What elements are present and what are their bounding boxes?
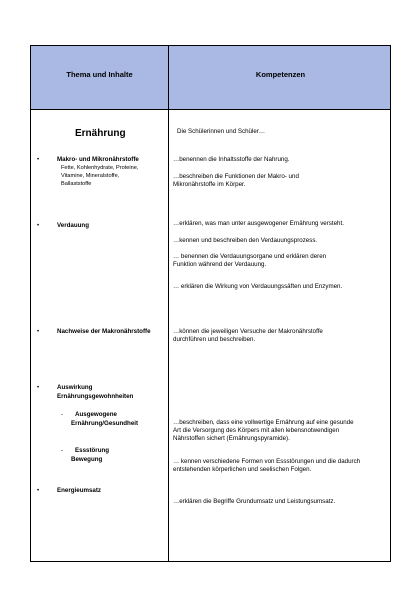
competency-3: …erklären, was man unter ausgewogener Ernährung versteht. xyxy=(173,220,344,227)
item-ausgewogene-2: Ernährung/Gesundheit xyxy=(71,420,139,427)
competency-intro: Die Schülerinnen und Schüler… xyxy=(177,128,266,135)
curriculum-table xyxy=(30,45,391,562)
competency-2a: …beschreiben die Funktionen der Makro- und xyxy=(173,173,299,180)
competency-8c: Nährstoffen sichert (Ernährungspyramide). xyxy=(173,435,290,442)
item-bewegung: Bewegung xyxy=(71,456,103,463)
item-macro-micro: Makro- und Mikronährstoffe xyxy=(57,156,139,163)
item-energieumsatz: Energieumsatz xyxy=(57,487,102,494)
item-ausgewogene-1: Ausgewogene xyxy=(75,411,117,418)
competency-5b: Funktion während der Verdauung. xyxy=(173,261,267,268)
competency-4: …kennen und beschreiben den Verdauungsprozess. xyxy=(173,237,318,244)
competency-7b: durchführen und beschreiben. xyxy=(173,336,256,343)
item-verdauung: Verdauung xyxy=(57,222,89,229)
bullet-3: • xyxy=(37,329,40,335)
bullet-5: • xyxy=(37,488,40,494)
topic-title: Ernährung xyxy=(75,128,126,139)
column-divider xyxy=(168,46,169,561)
item-nachweise: Nachweise der Makronährstoffe xyxy=(57,328,151,335)
bullet-2: • xyxy=(37,223,40,229)
dash-2: - xyxy=(61,448,63,454)
dash-1: - xyxy=(61,412,63,418)
item-auswirkung-1: Auswirkung xyxy=(57,384,93,391)
competency-2b: Mikronährstoffe im Körper. xyxy=(173,181,246,188)
competency-8b: Art die Versorgung des Körpers mit allen lebensnotwendigen xyxy=(173,427,340,434)
bullet-4: • xyxy=(37,385,40,391)
competency-6: … erklären die Wirkung von Verdauungssäften und Enzymen. xyxy=(173,283,343,290)
bullet-1: • xyxy=(37,157,40,163)
competency-7a: …können die jeweiligen Versuche der Makronährstoffe xyxy=(173,328,323,335)
competency-1: …benennen die Inhaltsstoffe der Nahrung. xyxy=(173,156,290,163)
item-essstoerung: Essstörung xyxy=(75,447,110,454)
item-macro-sub1: Fette, Kohlenhydrate, Proteine, xyxy=(61,165,139,171)
competency-9a: … kennen verschiedene Formen von Essstörungen und die dadurch xyxy=(173,458,361,465)
competency-9b: entstehenden körperlichen und seelischen Folgen. xyxy=(173,466,312,473)
item-auswirkung-2: Ernährungsgewohnheiten xyxy=(57,393,134,400)
header-competencies: Kompetenzen xyxy=(255,70,306,79)
header-topics: Thema und Inhalte xyxy=(66,70,133,79)
item-macro-sub3: Ballaststoffe xyxy=(61,181,92,187)
table-header xyxy=(31,46,390,110)
competency-8a: …beschreiben, dass eine vollwertige Ernährung auf eine gesunde xyxy=(173,419,354,426)
item-macro-sub2: Vitamine, Mineralstoffe, xyxy=(61,173,120,179)
competency-10: …erklären die Begriffe Grundumsatz und Leistungsumsatz. xyxy=(173,498,336,505)
competency-5a: … benennen die Verdauungsorgane und erklären deren xyxy=(173,253,327,260)
